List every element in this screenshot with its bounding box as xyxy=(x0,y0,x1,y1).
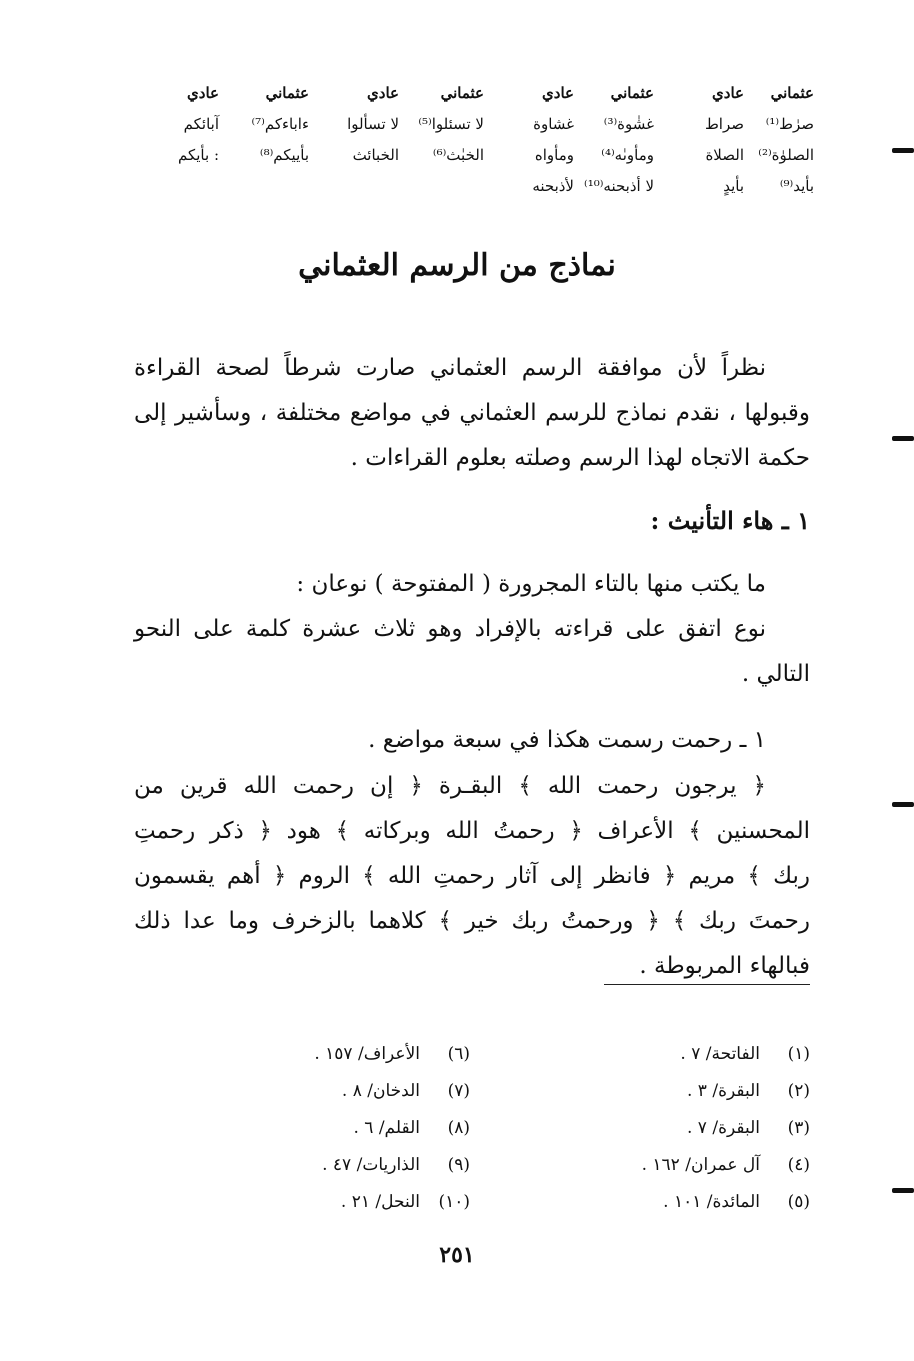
section-paragraph xyxy=(134,562,810,697)
paragraph-line: ما يكتب منها بالتاء المجرورة ( المفتوحة ) نوعان : xyxy=(296,571,766,597)
footnote-text: آل عمران/ ١٦٢ . xyxy=(641,1155,760,1175)
comparison-cell: بأيد⁽⁹⁾ xyxy=(779,177,814,195)
footnote-item xyxy=(642,1110,810,1147)
footnote-number: (٤) xyxy=(787,1155,810,1175)
footnote-item xyxy=(642,1147,810,1184)
footnote-separator xyxy=(604,984,810,985)
column-header: عادي xyxy=(542,84,574,102)
footnote-text: الفاتحة/ ٧ . xyxy=(680,1044,760,1064)
paragraph-line: نظراً لأن موافقة الرسم العثماني صارت شرطاً لصحة القراءة xyxy=(134,355,766,381)
footnote-number: (٧) xyxy=(447,1081,470,1101)
comparison-cell: ءاباءكم⁽⁷⁾ xyxy=(251,115,309,133)
footnote-text: القلم/ ٦ . xyxy=(353,1118,420,1138)
footnotes-right-column xyxy=(642,1036,810,1221)
paragraph-line: فبالهاء المربوطة . xyxy=(639,953,810,979)
column-header: عادي xyxy=(712,84,744,102)
comparison-row xyxy=(134,140,814,171)
comparison-cell: ومأوىٰه⁽⁴⁾ xyxy=(601,146,654,164)
item-heading-text: ١ ـ رحمت رسمت هكذا في سبعة مواضع . xyxy=(368,727,766,753)
scan-edge-mark xyxy=(892,436,914,441)
comparison-cell: بأيدٍ xyxy=(723,177,744,195)
comparison-cell: بأييكم⁽⁸⁾ xyxy=(259,146,309,164)
paragraph-line: المحسنين ﴾ الأعراف ﴿ رحمتُ الله وبركاته ﴾ هود ﴿ ذكر رحمتِ xyxy=(134,818,810,844)
intro-paragraph xyxy=(134,346,810,481)
column-header: عثماني xyxy=(770,84,814,102)
footnote-item xyxy=(314,1036,470,1073)
column-header: عثماني xyxy=(610,84,654,102)
footnote-number: (٦) xyxy=(447,1044,470,1064)
column-header: عادي xyxy=(187,84,219,102)
comparison-cell: لأذبحنه xyxy=(532,177,574,195)
footnote-text: الأعراف/ ١٥٧ . xyxy=(314,1044,420,1064)
scan-edge-mark xyxy=(892,802,914,807)
footnote-number: (٢) xyxy=(787,1081,810,1101)
paragraph-line: حكمة الاتجاه لهذا الرسم وصلته بعلوم القراءات . xyxy=(350,445,810,471)
footnote-text: البقرة/ ٣ . xyxy=(686,1081,760,1101)
paragraph-line: نوع اتفق على قراءته بالإفراد وهو ثلاث عشرة كلمة على النحو xyxy=(134,616,766,642)
footnote-number: (٥) xyxy=(787,1192,810,1212)
comparison-cell: غشاوة xyxy=(533,115,574,133)
column-header: عادي xyxy=(367,84,399,102)
footnote-text: المائدة/ ١٠١ . xyxy=(663,1192,760,1212)
paragraph-line: وقبولها ، نقدم نماذج للرسم العثماني في مواضع مختلفة ، وسأشير إلى xyxy=(134,400,810,426)
footnote-number: (٨) xyxy=(447,1118,470,1138)
footnote-item xyxy=(314,1147,470,1184)
orthography-comparison-table xyxy=(134,78,814,202)
footnote-item xyxy=(642,1036,810,1073)
comparison-row xyxy=(134,109,814,140)
footnote-item xyxy=(314,1110,470,1147)
footnote-text: البقرة/ ٧ . xyxy=(686,1118,760,1138)
footnote-number: (٣) xyxy=(787,1118,810,1138)
footnote-number: (١٠) xyxy=(438,1192,470,1212)
comparison-cell: غشٰوة⁽³⁾ xyxy=(603,115,654,133)
scan-edge-mark xyxy=(892,148,914,153)
comparison-row xyxy=(134,171,814,202)
item-heading xyxy=(134,718,810,763)
paragraph-line: التالي . xyxy=(741,661,810,687)
item-paragraph xyxy=(134,764,810,989)
page-number: ٢٥١ xyxy=(439,1242,475,1268)
section-heading: ١ ـ هاء التأنيث : xyxy=(650,506,810,535)
comparison-cell: صرٰط⁽¹⁾ xyxy=(765,115,814,133)
comparison-cell: : بأيكم xyxy=(177,146,219,164)
comparison-cell: صراط xyxy=(704,115,744,133)
comparison-cell: لا تسألوا xyxy=(347,115,399,133)
scan-edge-mark xyxy=(892,1188,914,1193)
paragraph-line: ربك ﴾ مريم ﴿ فانظر إلى آثار رحمتِ الله ﴾ الروم ﴿ أهم يقسمون xyxy=(134,863,810,889)
footnote-text: الدخان/ ٨ . xyxy=(341,1081,420,1101)
footnote-item xyxy=(642,1184,810,1221)
column-header: عثماني xyxy=(265,84,309,102)
comparison-cell: الخبائث xyxy=(352,146,399,164)
comparison-cell: ومأواه xyxy=(534,146,574,164)
footnote-item xyxy=(642,1073,810,1110)
footnote-text: الذاريات/ ٤٧ . xyxy=(322,1155,420,1175)
comparison-cell: آبائكم xyxy=(183,115,219,133)
page-title: نماذج من الرسم العثماني xyxy=(298,248,616,283)
comparison-cell: لا أذبحنه⁽¹⁰⁾ xyxy=(584,177,654,195)
comparison-cell: الصلاة xyxy=(705,146,744,164)
comparison-cell: الصلوٰة⁽²⁾ xyxy=(758,146,814,164)
footnotes-left-column xyxy=(314,1036,470,1221)
column-header: عثماني xyxy=(440,84,484,102)
comparison-cell: الخبٰث⁽⁶⁾ xyxy=(432,146,484,164)
footnote-item xyxy=(314,1184,470,1221)
paragraph-line: ﴿ يرجون رحمت الله ﴾ البقـرة ﴿ إن رحمت الله قرين من xyxy=(134,773,766,799)
comparison-cell: لا تسئلوا⁽⁵⁾ xyxy=(418,115,484,133)
comparison-header-row xyxy=(134,78,814,109)
footnote-number: (١) xyxy=(787,1044,810,1064)
paragraph-line: رحمتَ ربك ﴾ ﴿ ورحمتُ ربك خير ﴾ كلاهما بالزخرف وما عدا ذلك xyxy=(134,908,810,934)
footnote-number: (٩) xyxy=(447,1155,470,1175)
footnote-text: النحل/ ٢١ . xyxy=(340,1192,420,1212)
footnote-item xyxy=(314,1073,470,1110)
